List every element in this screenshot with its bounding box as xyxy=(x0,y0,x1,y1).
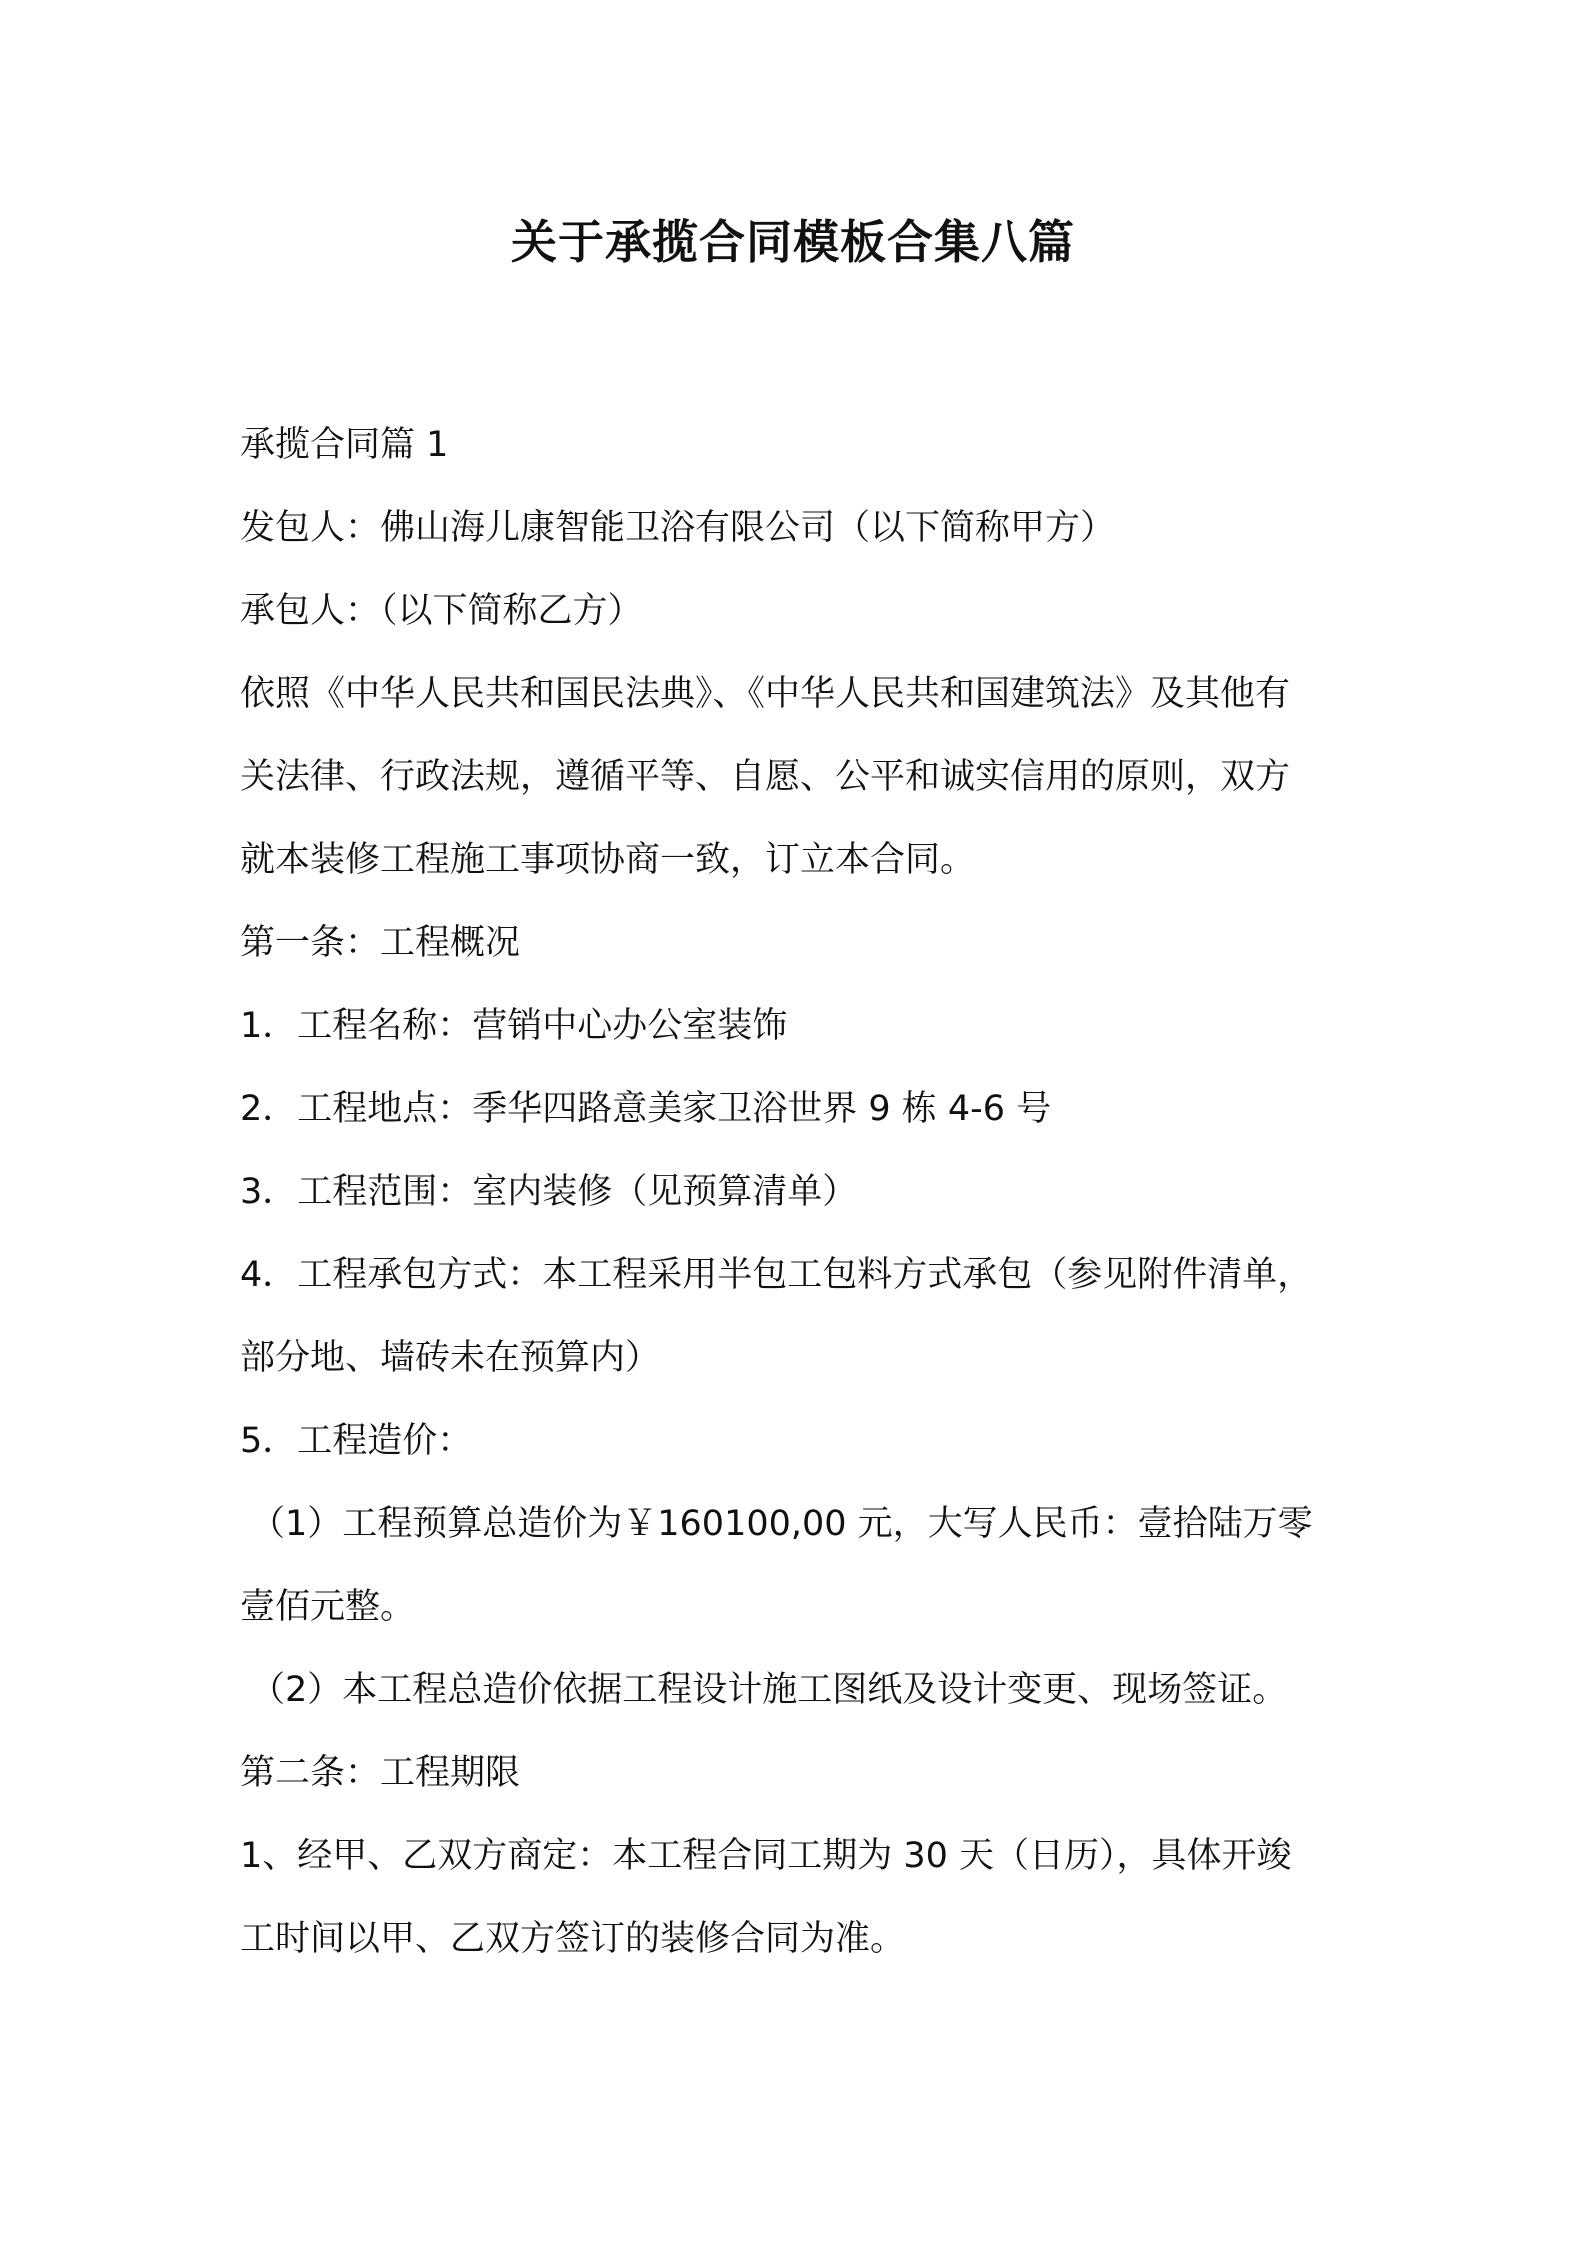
article-heading: 第二条：工程期限 xyxy=(240,1753,521,1793)
list-item: 2．工程地点：季华四路意美家卫浴世界 9 栋 4-6 号 xyxy=(240,1089,1052,1129)
sub-item: （2）本工程总造价依据工程设计施工图纸及设计变更、现场签证。 xyxy=(250,1670,1288,1710)
document-body xyxy=(240,404,1375,1981)
list-item: 1．工程名称：营销中心办公室装饰 xyxy=(240,1006,788,1046)
sub-item: （1）工程预算总造价为￥160100,00 元，大写人民币：壹拾陆万零 xyxy=(250,1504,1313,1544)
list-item-continuation: 部分地、墙砖未在预算内） xyxy=(240,1338,661,1378)
document-title: 关于承揽合同模板合集八篇 xyxy=(511,215,1075,269)
paragraph-line: 依照《中华人民共和国民法典》、《中华人民共和国建筑法》及其他有 xyxy=(240,674,1291,714)
article-heading: 第一条：工程概况 xyxy=(240,923,521,963)
list-item: 5．工程造价： xyxy=(240,1421,473,1461)
sub-item-continuation: 壹佰元整。 xyxy=(240,1587,416,1627)
section-heading: 承揽合同篇 1 xyxy=(240,425,449,465)
list-item: 3．工程范围：室内装修（见预算清单） xyxy=(240,1172,858,1212)
paragraph-line: 关法律、行政法规，遵循平等、自愿、公平和诚实信用的原则，双方 xyxy=(240,757,1291,797)
paragraph-line: 就本装修工程施工事项协商一致，订立本合同。 xyxy=(240,840,976,880)
contracting-party-line: 发包人：佛山海儿康智能卫浴有限公司（以下简称甲方） xyxy=(240,508,1116,548)
list-item: 4．工程承包方式：本工程采用半包工包料方式承包（参见附件清单， xyxy=(240,1255,1313,1295)
list-item-continuation: 工时间以甲、乙双方签订的装修合同为准。 xyxy=(240,1919,906,1959)
list-item: 1、经甲、乙双方商定：本工程合同工期为 30 天（日历），具体开竣 xyxy=(240,1836,1292,1876)
contractor-line: 承包人：（以下简称乙方） xyxy=(240,591,643,631)
